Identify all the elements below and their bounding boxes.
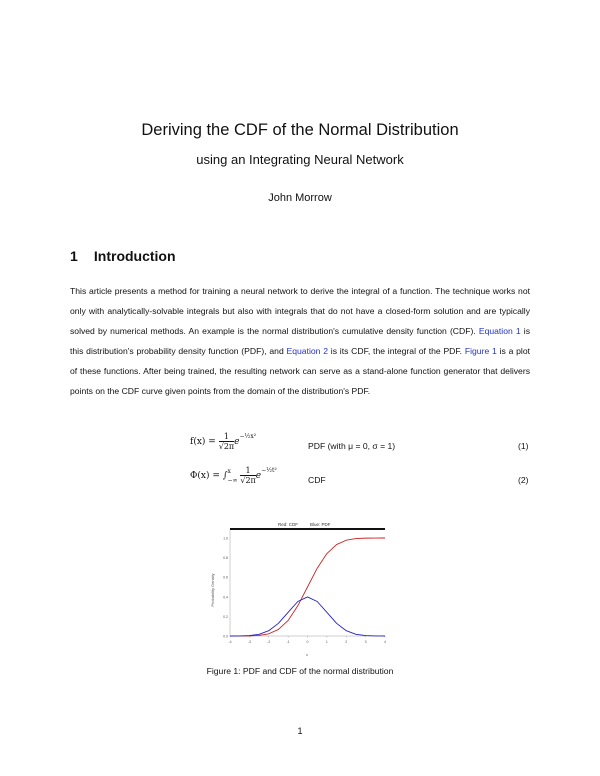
eq1-numerator: 1	[219, 432, 234, 442]
paper-title: Deriving the CDF of the Normal Distribution	[141, 121, 459, 139]
paragraph-text: is a plot of these functions. After being trained, the resulting network can serve as a stand-alone function generator that delivers points on the CDF curve given points from the domain of the distribution's PDF.	[70, 346, 530, 396]
chart-legend-bar	[230, 528, 385, 530]
x-tick-label: 1	[325, 640, 328, 644]
eq1-note: PDF (with μ = 0, σ = 1)	[308, 441, 396, 451]
legend-entry-pdf: Blue: PDF	[310, 522, 331, 527]
eq1-lhs: f(x) =	[190, 437, 216, 447]
paragraph-text: is its CDF, the integral of the PDF.	[328, 346, 465, 356]
eq2-lower: −∞	[227, 476, 238, 484]
x-tick-label: -1	[286, 640, 290, 644]
x-tick-label: 0	[306, 640, 309, 644]
eq2-numerator: 1	[240, 466, 255, 476]
x-tick-label: 3	[364, 640, 367, 644]
x-axis-label: x	[306, 652, 308, 657]
y-tick-label: 1.0	[223, 536, 228, 541]
paper-author: John Morrow	[268, 192, 332, 204]
section-number: 1	[70, 248, 78, 264]
x-tick-label: -2	[267, 640, 271, 644]
eq2-number: (2)	[518, 475, 529, 485]
x-tick-label: 4	[384, 640, 386, 644]
figure-1-link[interactable]: Figure 1	[464, 346, 497, 356]
section-heading	[70, 248, 176, 264]
figure-caption: Figure 1: PDF and CDF of the normal distribution	[206, 666, 394, 676]
eq2-note: CDF	[308, 475, 326, 485]
eq1-exponent: −½x²	[239, 433, 257, 440]
equation-1-formula: f(x) = $\frac{1}{√2\pi}$ $e^{-\frac{1}{2}x^2}$	[190, 432, 257, 451]
page-number: 1	[297, 726, 303, 736]
y-tick-label: 0.4	[223, 595, 228, 600]
y-axis-label: Probability Density	[210, 573, 215, 607]
x-tick-label: -4	[228, 640, 232, 644]
equation-2-formula: Φ(x) = ∫ x −∞ $\frac{1}{√2\pi}$ $e^{-\frac{1}{2}t^2}$	[190, 466, 277, 485]
y-tick-label: 0.8	[223, 556, 228, 561]
cdf-pdf-chart	[200, 520, 400, 660]
eq2-fraction	[240, 466, 255, 485]
y-tick-label: 0.6	[223, 575, 228, 580]
equation-2	[0, 466, 600, 496]
intro-paragraph	[70, 281, 530, 401]
section-title: Introduction	[93, 248, 176, 264]
paper-subtitle: using an Integrating Neural Network	[196, 152, 404, 167]
equation-1	[0, 432, 600, 462]
y-tick-label: 0.0	[223, 634, 228, 639]
paragraph-text: This article presents a method for training a neural network to derive the integral of a function. The technique works not only with analytically-solvable integrals but also with integrals that do not have a closed-form solution and are typically solved by numerical methods. An example is the normal distribution's cumulative density function (CDF).	[70, 286, 530, 336]
series-line-pdf	[230, 597, 385, 636]
paragraph-text: is this distribution's probability density function (PDF), and	[70, 326, 530, 356]
legend-entry-cdf: Red: CDF	[278, 522, 299, 527]
eq1-number: (1)	[518, 441, 529, 451]
eq2-upper: x	[227, 467, 231, 475]
eq2-exponent: −½t²	[261, 467, 277, 474]
x-tick-label: 2	[345, 640, 348, 644]
series-line-cdf	[230, 538, 385, 636]
eq1-fraction	[219, 432, 234, 451]
equation-2-link[interactable]: Equation 2	[286, 346, 329, 356]
figure-1	[200, 520, 400, 660]
x-tick-label: -3	[247, 640, 251, 644]
eq2-lhs: Φ(x) = ∫	[190, 471, 228, 481]
eq2-denominator: √2π	[240, 476, 256, 485]
equation-1-link[interactable]: Equation 1	[478, 326, 521, 336]
y-tick-label: 0.2	[223, 614, 228, 619]
eq1-denominator: √2π	[218, 442, 235, 451]
